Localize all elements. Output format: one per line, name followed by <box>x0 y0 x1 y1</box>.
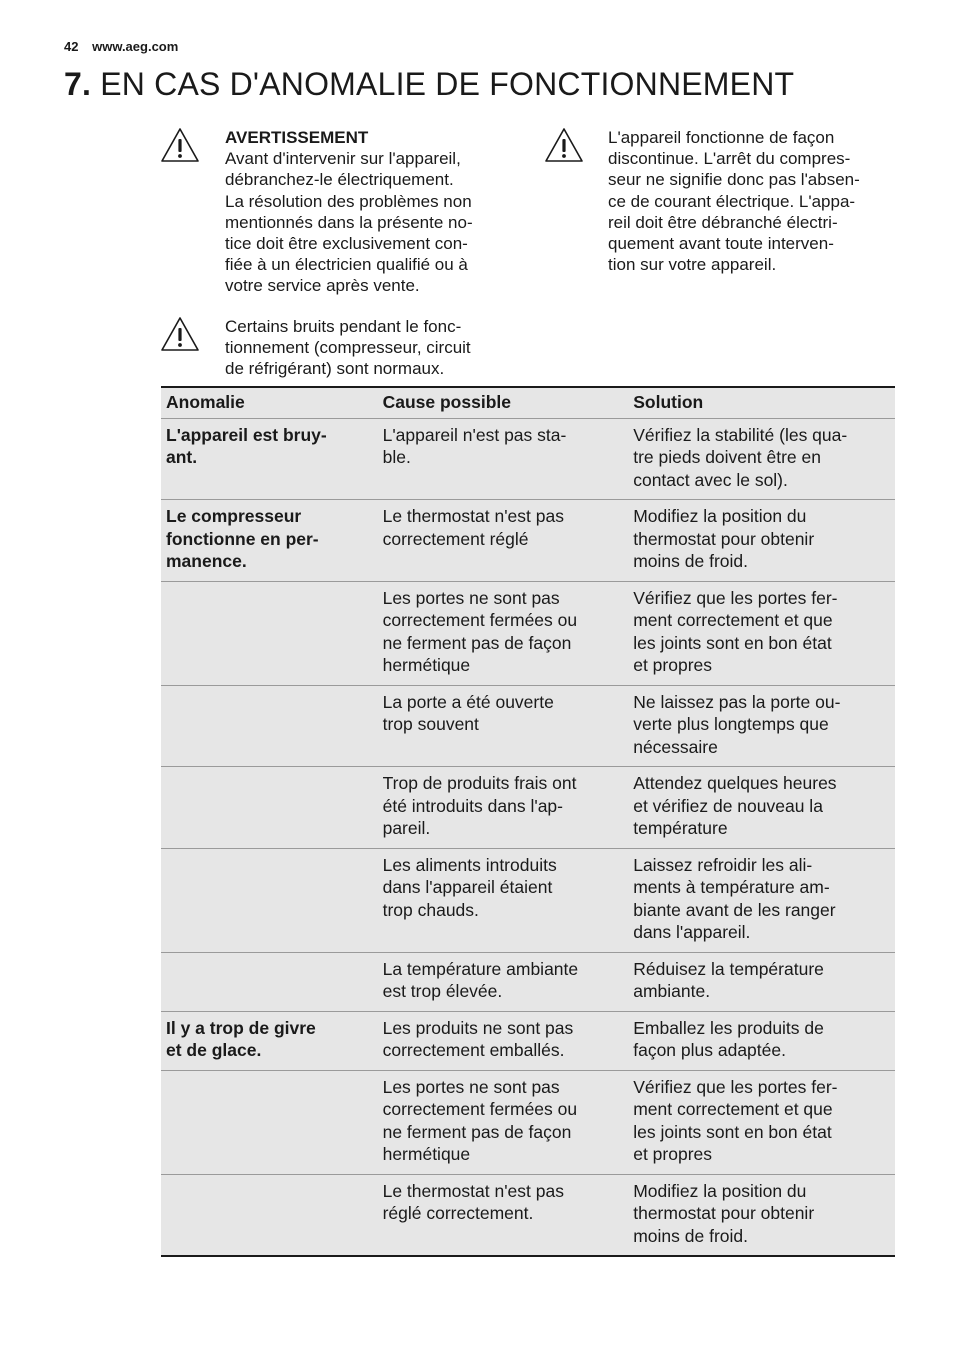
text-line: moins de froid. <box>633 551 748 571</box>
text-line: tice doit être exclusivement con- <box>225 234 468 254</box>
table-row <box>161 1174 895 1256</box>
text-line: Trop de produits frais ont <box>382 773 577 793</box>
text-line: ments à température am- <box>633 877 830 897</box>
cell-anomalie <box>161 1174 378 1256</box>
warning-triangle-icon <box>160 316 200 352</box>
cell-anomalie <box>161 848 378 952</box>
text-line: tionnement (compresseur, circuit <box>225 338 471 358</box>
column-header-anomalie: Anomalie <box>161 387 378 418</box>
page-header <box>64 39 178 54</box>
text-line: dans l'appareil étaient <box>382 877 553 897</box>
text-line: et propres <box>633 655 713 675</box>
text-line: La résolution des problèmes non <box>225 191 472 211</box>
table-row <box>161 848 895 952</box>
text-line: hermétique <box>382 1144 471 1164</box>
text-line: votre service après vente. <box>225 276 420 296</box>
text-line: reil doit être débranché électri- <box>608 212 838 232</box>
text-line: thermostat pour obtenir <box>633 528 815 549</box>
section-number: 7. <box>64 66 92 102</box>
text-line: Modifiez la position du <box>633 1180 807 1201</box>
text-line: Le thermostat n'est pas <box>382 1180 564 1201</box>
text-line: La température ambiante <box>382 958 579 979</box>
text-line: débranchez-le électriquement. <box>225 170 454 190</box>
cell-anomalie <box>161 418 378 500</box>
text-line: Il y a trop de givre <box>166 1017 316 1038</box>
cell-cause <box>378 767 629 849</box>
text-line: thermostat pour obtenir <box>633 1203 815 1223</box>
text-line: est trop élevée. <box>382 981 503 1001</box>
cell-cause <box>378 1011 629 1070</box>
text-line: façon plus adaptée. <box>633 1040 786 1060</box>
text-line: La porte a été ouverte <box>382 691 554 712</box>
warning-lines <box>225 148 473 296</box>
table-row <box>161 685 895 767</box>
warning-text <box>225 316 471 380</box>
text-line: Certains bruits pendant le fonc- <box>225 317 462 336</box>
cell-solution <box>628 418 895 500</box>
cell-anomalie <box>161 767 378 849</box>
text-line: et propres <box>633 1144 713 1164</box>
warning-lines <box>608 127 860 275</box>
text-line: L'appareil fonctionne de façon <box>608 128 835 147</box>
text-line: été introduits dans l'ap- <box>382 795 563 816</box>
text-line: trop souvent <box>382 714 479 734</box>
text-line: ant. <box>166 447 198 467</box>
cell-cause <box>378 952 629 1011</box>
text-line: Modifiez la position du <box>633 506 807 526</box>
cell-solution <box>628 848 895 952</box>
cell-solution <box>628 1011 895 1070</box>
warning-lines <box>225 316 471 380</box>
text-line: Avant d'intervenir sur l'appareil, <box>225 149 461 169</box>
cell-anomalie <box>161 581 378 685</box>
text-line: Les portes ne sont pas <box>382 587 560 608</box>
text-line: tre pieds doivent être en <box>633 447 821 467</box>
text-line: ne ferment pas de façon <box>382 632 572 653</box>
text-line: ne ferment pas de façon <box>382 1121 572 1142</box>
text-line: correctement réglé <box>382 528 529 549</box>
table-row <box>161 581 895 685</box>
text-line: dans l'appareil. <box>633 922 751 942</box>
text-line: Emballez les produits de <box>633 1017 824 1038</box>
text-line: tion sur votre appareil. <box>608 255 777 275</box>
text-line: L'appareil n'est pas sta- <box>382 424 567 445</box>
text-line: mentionnés dans la présente no- <box>225 212 473 232</box>
text-line: Laissez refroidir les ali- <box>633 854 813 875</box>
text-line: Le compresseur <box>166 506 302 526</box>
text-line: L'appareil est bruy- <box>166 424 327 445</box>
table-row <box>161 1070 895 1174</box>
cell-anomalie <box>161 1070 378 1174</box>
text-line: Les portes ne sont pas <box>382 1076 560 1097</box>
warning-text <box>608 127 860 275</box>
text-line: correctement fermées ou <box>382 610 578 630</box>
text-line: manence. <box>166 551 247 571</box>
cell-solution <box>628 685 895 767</box>
text-line: les joints sont en bon état <box>633 1121 832 1142</box>
text-line: Vérifiez la stabilité (les qua- <box>633 424 848 445</box>
text-line: correctement emballés. <box>382 1040 565 1060</box>
text-line: seur ne signifie donc pas l'absen- <box>608 170 860 190</box>
text-line: Les aliments introduits <box>382 854 557 875</box>
text-line: fonctionne en per- <box>166 528 319 549</box>
text-line: discontinue. L'arrêt du compres- <box>608 149 851 169</box>
column-header-cause: Cause possible <box>378 387 629 418</box>
text-line: Vérifiez que les portes fer- <box>633 587 838 608</box>
table-row <box>161 418 895 500</box>
text-line: contact avec le sol). <box>633 469 788 490</box>
text-line: Le thermostat n'est pas <box>382 506 564 526</box>
warning-heading: AVERTISSEMENT <box>225 128 369 147</box>
cell-anomalie <box>161 1011 378 1070</box>
text-line: Réduisez la température <box>633 958 824 979</box>
text-line: quement avant toute interven- <box>608 234 834 254</box>
cell-cause <box>378 581 629 685</box>
section-title <box>64 66 794 103</box>
text-line: ble. <box>382 447 411 467</box>
table-header-row <box>161 387 895 418</box>
site-url: www.aeg.com <box>92 39 179 54</box>
cell-anomalie <box>161 952 378 1011</box>
cell-cause <box>378 1070 629 1174</box>
text-line: nécessaire <box>633 736 718 757</box>
cell-cause <box>378 500 629 582</box>
table-row <box>161 1011 895 1070</box>
cell-cause <box>378 685 629 767</box>
text-line: biante avant de les ranger <box>633 899 836 920</box>
text-line: Les produits ne sont pas <box>382 1017 574 1038</box>
cell-cause <box>378 1174 629 1256</box>
cell-solution <box>628 1070 895 1174</box>
cell-solution <box>628 767 895 849</box>
cell-solution <box>628 500 895 582</box>
warning-triangle-icon <box>544 127 584 163</box>
cell-anomalie <box>161 685 378 767</box>
text-line: ambiante. <box>633 981 711 1001</box>
cell-anomalie <box>161 500 378 582</box>
text-line: ce de courant électrique. L'appa- <box>608 191 856 211</box>
text-line: Vérifiez que les portes fer- <box>633 1076 838 1097</box>
warning-text <box>225 127 473 297</box>
text-line: Attendez quelques heures <box>633 773 837 793</box>
troubleshooting-table <box>161 386 895 1257</box>
text-line: température <box>633 818 728 838</box>
text-line: trop chauds. <box>382 899 479 920</box>
cell-solution <box>628 952 895 1011</box>
warning-triangle-icon <box>160 127 200 163</box>
table-row <box>161 952 895 1011</box>
text-line: ment correctement et que <box>633 1099 833 1119</box>
cell-solution <box>628 581 895 685</box>
table-row <box>161 767 895 849</box>
text-line: fiée à un électricien qualifié ou à <box>225 255 468 275</box>
text-line: les joints sont en bon état <box>633 632 832 653</box>
text-line: de réfrigérant) sont normaux. <box>225 359 445 379</box>
text-line: et vérifiez de nouveau la <box>633 795 823 816</box>
cell-cause <box>378 418 629 500</box>
column-header-solution: Solution <box>628 387 895 418</box>
text-line: réglé correctement. <box>382 1203 534 1223</box>
cell-solution <box>628 1174 895 1256</box>
table-row <box>161 500 895 582</box>
text-line: Ne laissez pas la porte ou- <box>633 691 841 712</box>
text-line: ment correctement et que <box>633 610 833 630</box>
section-title-text: EN CAS D'ANOMALIE DE FONCTIONNEMENT <box>100 66 795 102</box>
text-line: pareil. <box>382 818 431 838</box>
text-line: verte plus longtemps que <box>633 714 829 734</box>
text-line: correctement fermées ou <box>382 1099 578 1119</box>
text-line: et de glace. <box>166 1040 262 1060</box>
text-line: hermétique <box>382 655 471 675</box>
text-line: moins de froid. <box>633 1225 748 1246</box>
page-number: 42 <box>64 39 79 54</box>
cell-cause <box>378 848 629 952</box>
